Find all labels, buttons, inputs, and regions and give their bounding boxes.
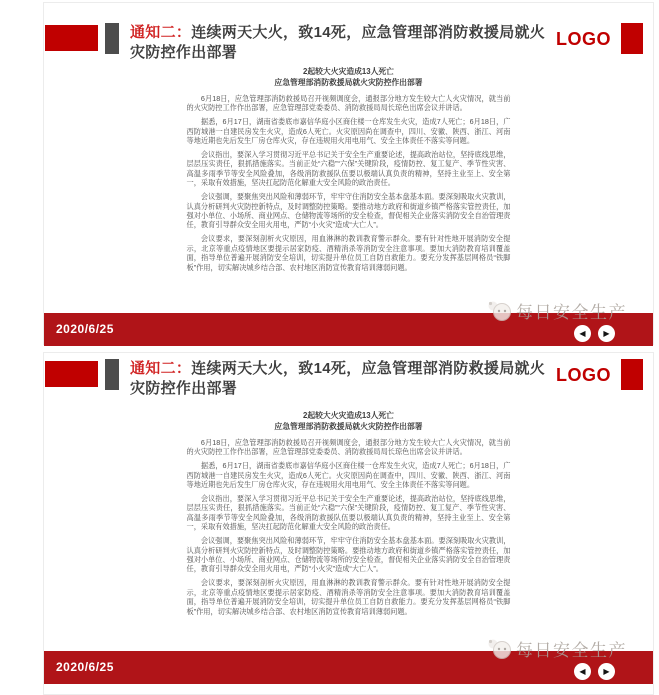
arrow-right-icon: ▶ bbox=[603, 666, 610, 676]
article-paragraph: 会议强调，要聚焦突出风险和薄弱环节，牢牢守住消防安全基本盘基本面。要深刻吸取火灾教训，认真分析研判火灾防控新特点，及时调整防控策略。要推动地方政府和街道乡镇严格落实管控责任，加强对小单位、小场所、商业网点、仓储物流等场所的安全检查，督促相关企业落实消防安全自治管理责任，教育引导群众安全用火用电，严防“小火灾”造成“大亡人”。 bbox=[186, 536, 511, 574]
title-accent-gray-rect bbox=[105, 23, 119, 54]
article-paragraph: 会议要求，要深刻剖析火灾原因，用血淋淋的教训教育警示群众。要有针对性地开展消防安全提示，北京等重点疫情地区要提示居家防疫、酒精消杀等消防安全注意事项。要加大消防教育培训覆盖面，指导单位普遍开展消防安全培训，切实提升单位员工自防自救能力。要充分发挥基层网格员“铁脚板”作用，切实解决城乡结合部、农村地区消防宣传教育培训薄弱问题。 bbox=[186, 234, 511, 272]
title-accent-red-rect bbox=[45, 25, 98, 51]
slide-nav bbox=[574, 663, 615, 680]
slide-title-block bbox=[45, 23, 637, 62]
prev-slide-button[interactable] bbox=[574, 325, 591, 342]
arrow-left-icon: ◀ bbox=[579, 666, 586, 676]
article-paragraph: 会议强调，要聚焦突出风险和薄弱环节，牢牢守住消防安全基本盘基本面。要深刻吸取火灾教训，认真分析研判火灾防控新特点，及时调整防控策略。要推动地方政府和街道乡镇严格落实管控责任，加强对小单位、小场所、商业网点、仓储物流等场所的安全检查，督促相关企业落实消防安全自治管理责任，教育引导群众安全用火用电，严防“小火灾”造成“大亡人”。 bbox=[186, 192, 511, 230]
presentation-slide bbox=[43, 352, 654, 695]
watermark-text: 每日安全生产 bbox=[516, 641, 627, 660]
next-slide-button[interactable] bbox=[598, 325, 615, 342]
slide-footer-bar bbox=[44, 303, 653, 346]
slide-title-block bbox=[45, 359, 637, 398]
watermark bbox=[487, 636, 627, 661]
slide-title-prefix: 通知二： bbox=[130, 360, 192, 377]
watermark-mascot-icon bbox=[487, 638, 512, 660]
article-paragraph: 据悉，6月17日，湖南省娄底市嘉信华庭小区商住楼一仓库发生火灾，造成7人死亡；6月18日，广西防城港一自建民房发生火灾，造成6人死亡。火灾原因尚在调查中，四川、安徽、陕西、浙江、河南等地近期也先后发生厂房仓库火灾，存在违规用火用电用气、安全主体责任不落实等问题。 bbox=[186, 461, 511, 490]
watermark-text: 每日安全生产 bbox=[516, 303, 627, 322]
prev-slide-button[interactable] bbox=[574, 663, 591, 680]
title-accent-gray-rect bbox=[105, 359, 119, 390]
article-heading bbox=[187, 67, 511, 88]
article-paragraph: 会议指出，要深入学习贯彻习近平总书记关于安全生产重要论述，提高政治站位，坚持底线思维，层层压实责任，狠抓措施落实。当前正处“六稳”“六保”关键阶段，疫情防控、复工复产、季节性灾害、高温多雨季节等安全风险叠加，各级消防救援队伍要以极端认真负责的精神，坚持主业至上、安全第一，采取有效措施，坚决扛起防范化解重大安全风险的政治责任。 bbox=[186, 150, 511, 188]
article-heading-line2: 应急管理部消防救援局就火灾防控作出部署 bbox=[274, 77, 423, 87]
presentation-slide bbox=[43, 2, 654, 345]
slide-title-prefix: 通知二： bbox=[130, 24, 192, 41]
article-paragraph: 会议指出，要深入学习贯彻习近平总书记关于安全生产重要论述，提高政治站位，坚持底线思维，层层压实责任，狠抓措施落实。当前正处“六稳”“六保”关键阶段，疫情防控、复工复产、季节性灾害、高温多雨季节等安全风险叠加，各级消防救援队伍要以极端认真负责的精神，坚持主业至上、安全第一，采取有效措施，坚决扛起防范化解重大安全风险的政治责任。 bbox=[186, 494, 511, 532]
article-paragraph: 6月18日，应急管理部消防救援局召开视频调度会，通报部分地方发生较大亡人火灾情况，就当前的火灾防控工作作出部署，应急管理部党委委员、消防救援局局长琼色出席会议并讲话。 bbox=[186, 438, 511, 457]
slide-title bbox=[130, 359, 556, 398]
article-heading-line1: 2起较大火灾造成13人死亡 bbox=[303, 411, 394, 420]
slide-title-text: 连续两天大火，致14死，应急管理部消防救援局就火灾防控作出部署 bbox=[130, 24, 546, 61]
article-paragraph: 会议要求，要深刻剖析火灾原因，用血淋淋的教训教育警示群众。要有针对性地开展消防安全提示，北京等重点疫情地区要提示居家防疫、酒精消杀等消防安全注意事项。要加大消防教育培训覆盖面，指导单位普遍开展消防安全培训，切实提升单位员工自防自救能力。要充分发挥基层网格员“铁脚板”作用，切实解决城乡结合部、农村地区消防宣传教育培训薄弱问题。 bbox=[186, 578, 511, 616]
article-document bbox=[187, 411, 511, 620]
slide-date: 2020/6/25 bbox=[56, 660, 114, 674]
arrow-left-icon: ◀ bbox=[579, 328, 586, 338]
logo-accent-red-rect bbox=[621, 23, 643, 54]
slide-footer-bar bbox=[44, 641, 653, 684]
watermark-mascot-icon bbox=[487, 300, 512, 322]
next-slide-button[interactable] bbox=[598, 663, 615, 680]
slide-date: 2020/6/25 bbox=[56, 322, 114, 336]
slide-title-text: 连续两天大火，致14死，应急管理部消防救援局就火灾防控作出部署 bbox=[130, 360, 546, 397]
article-paragraph: 6月18日，应急管理部消防救援局召开视频调度会，通报部分地方发生较大亡人火灾情况，就当前的火灾防控工作作出部署，应急管理部党委委员、消防救援局局长琼色出席会议并讲话。 bbox=[186, 94, 511, 113]
article-document bbox=[187, 67, 511, 276]
article-heading bbox=[187, 411, 511, 432]
watermark bbox=[487, 298, 627, 323]
slide-nav bbox=[574, 325, 615, 342]
logo-accent-red-rect bbox=[621, 359, 643, 390]
slide-title bbox=[130, 23, 556, 62]
title-accent-red-rect bbox=[45, 361, 98, 387]
logo-text: LOGO bbox=[556, 29, 611, 49]
article-heading-line2: 应急管理部消防救援局就火灾防控作出部署 bbox=[274, 421, 423, 431]
arrow-right-icon: ▶ bbox=[603, 328, 610, 338]
article-paragraph: 据悉，6月17日，湖南省娄底市嘉信华庭小区商住楼一仓库发生火灾，造成7人死亡；6月18日，广西防城港一自建民房发生火灾，造成6人死亡。火灾原因尚在调查中，四川、安徽、陕西、浙江、河南等地近期也先后发生厂房仓库火灾，存在违规用火用电用气、安全主体责任不落实等问题。 bbox=[186, 117, 511, 146]
article-heading-line1: 2起较大火灾造成13人死亡 bbox=[303, 67, 394, 76]
logo-text: LOGO bbox=[556, 365, 611, 385]
